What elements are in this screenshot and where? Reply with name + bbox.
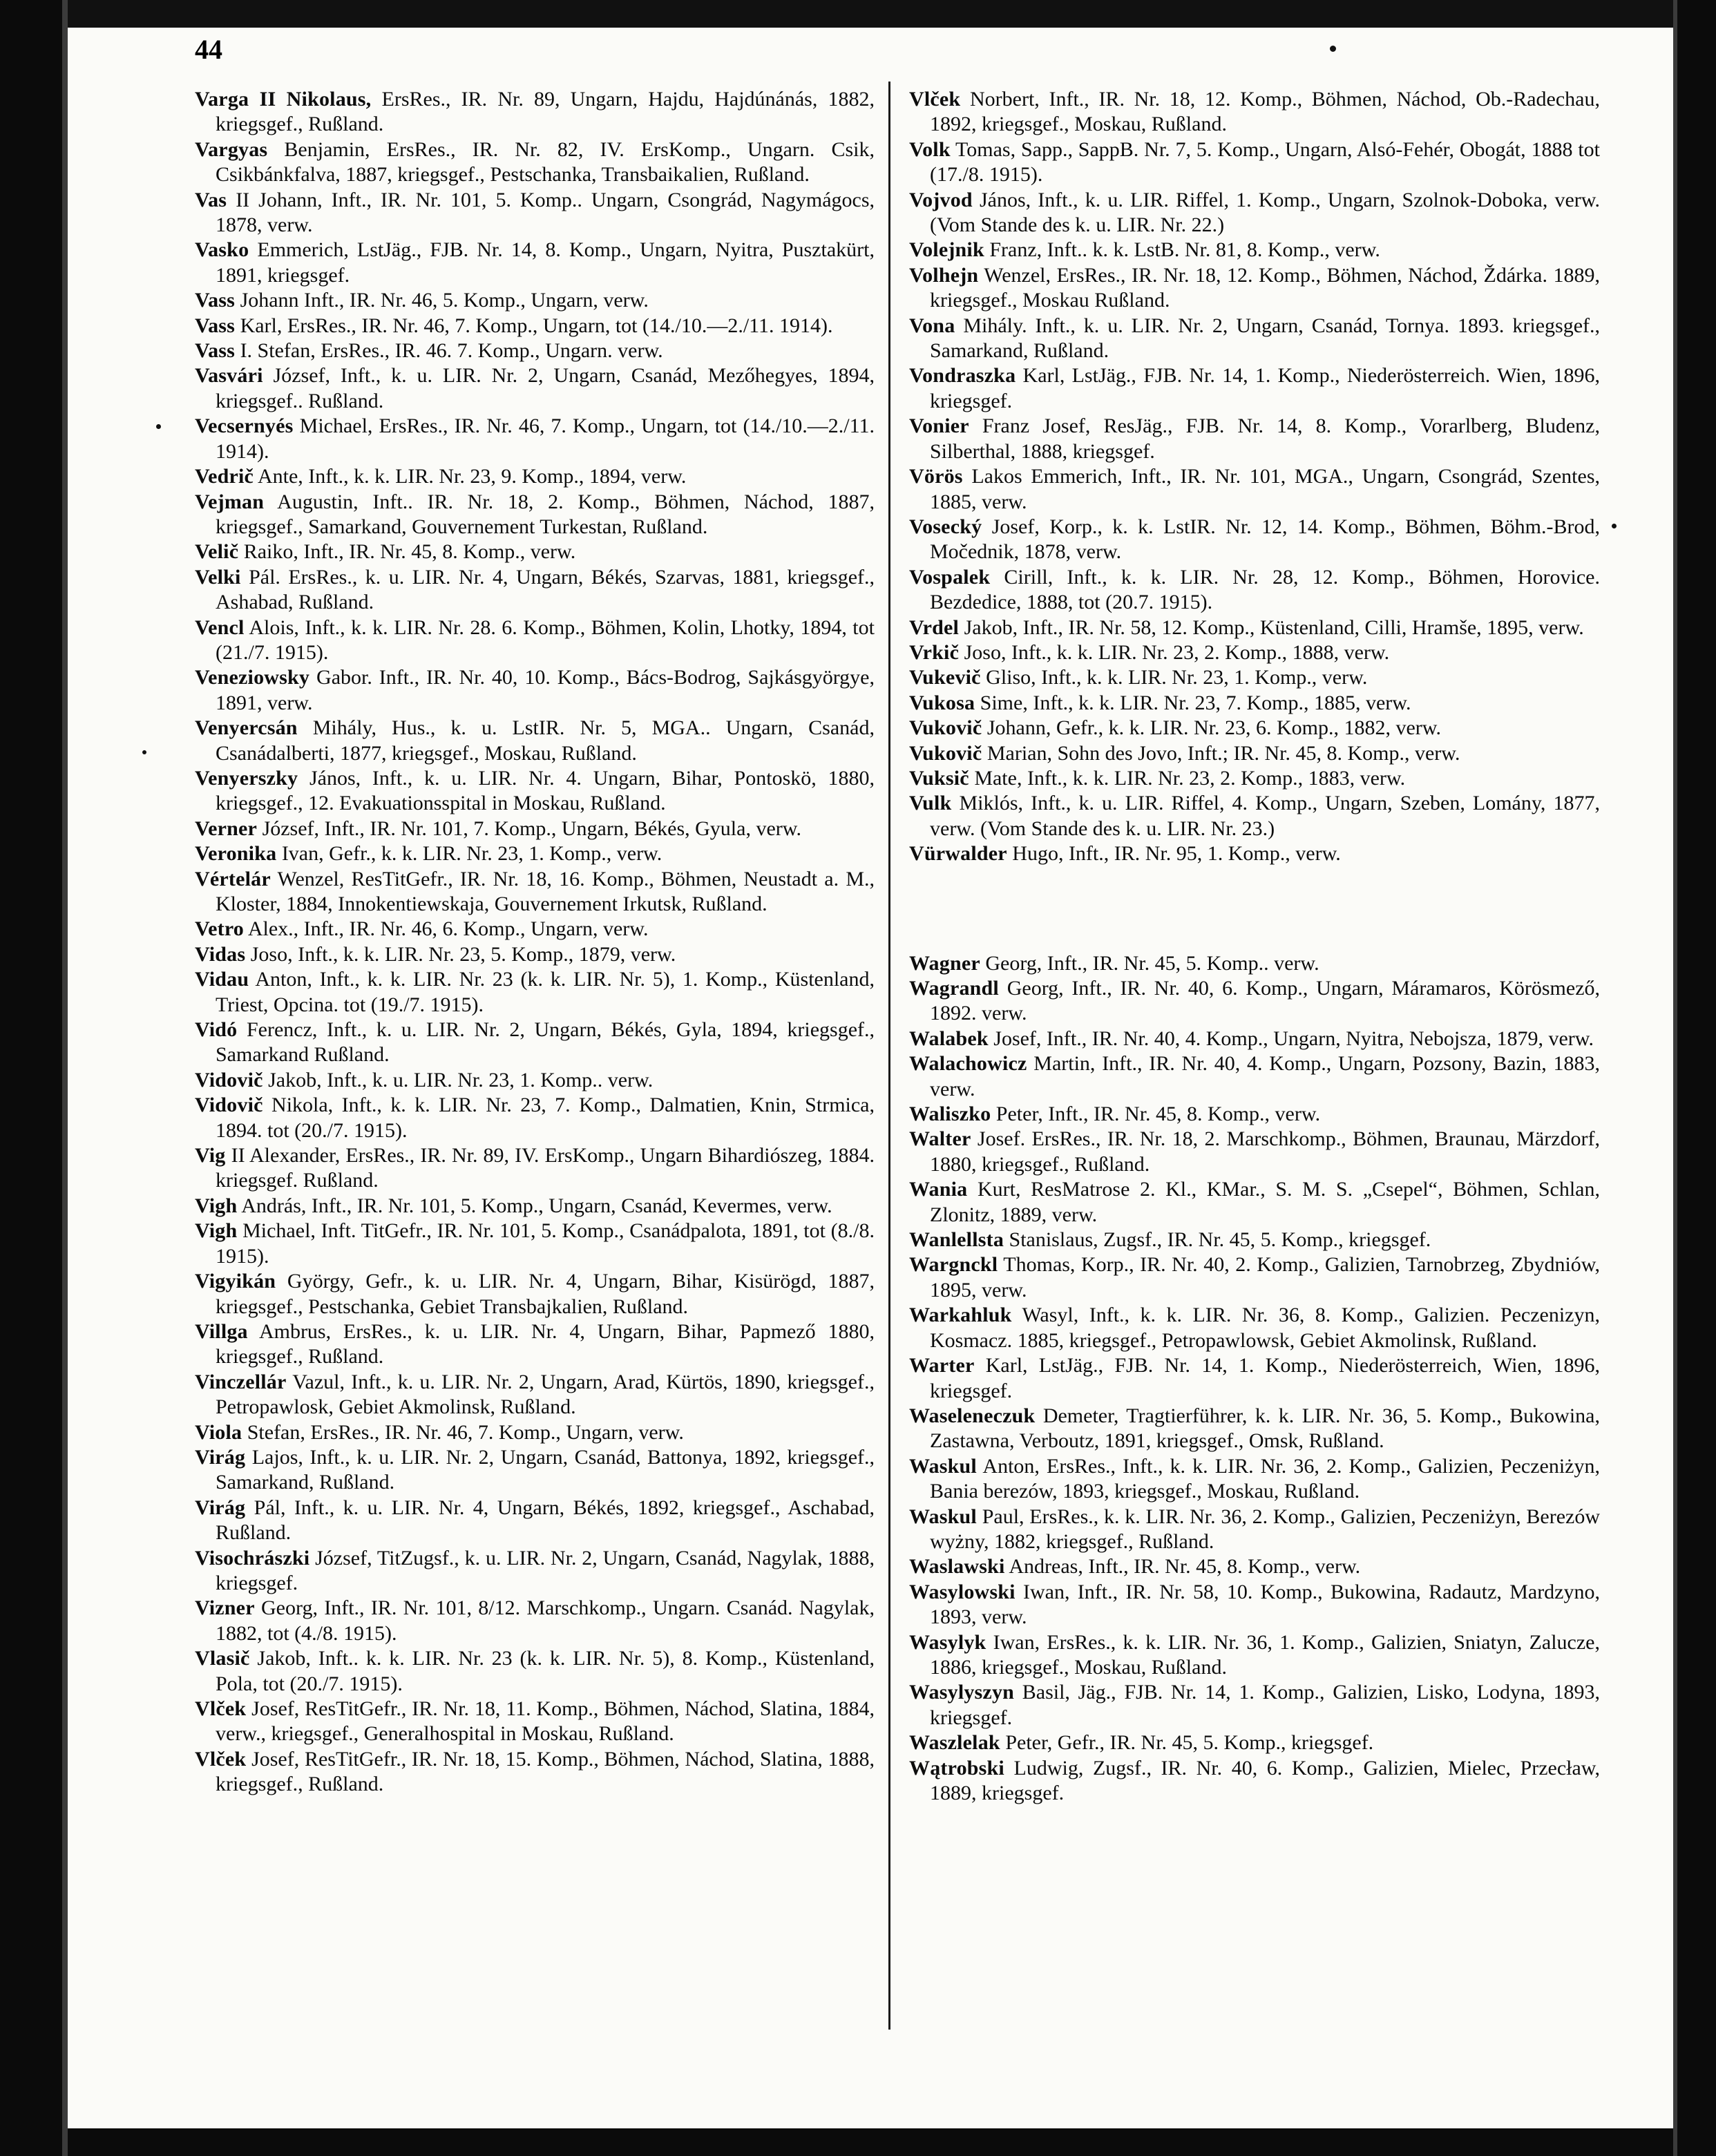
entry-surname: Vass	[195, 314, 236, 337]
list-entry	[909, 766, 1600, 791]
entry-details: Wenzel, ErsRes., IR. Nr. 18, 12. Komp., Böhmen, Náchod, Ždárka. 1889, kriegsgef., Moskau Rußland.	[930, 263, 1600, 312]
list-entry	[195, 314, 875, 338]
list-entry	[195, 1093, 875, 1143]
entry-surname: Vidovič	[195, 1094, 263, 1117]
entry-surname: Venyerszky	[195, 766, 298, 790]
list-entry	[909, 976, 1600, 1027]
entry-surname: Vedrič	[195, 465, 254, 488]
list-entry	[909, 1454, 1600, 1505]
column-divider	[888, 82, 890, 2030]
scan-border-bottom	[0, 2128, 1716, 2156]
entry-surname: Vukovič	[909, 716, 982, 740]
list-entry	[195, 1143, 875, 1194]
scan-border-right	[1677, 0, 1716, 2156]
entry-details: Wasyl, Inft., k. k. LIR. Nr. 36, 8. Komp., Galizien. Peczenizyn, Kosmacz. 1885, kriegsgef., Petropawlowsk, Gebiet Akmolinsk, Rußland.	[930, 1304, 1600, 1352]
list-entry	[195, 665, 875, 716]
list-entry	[909, 414, 1600, 464]
entry-surname: Vass	[195, 289, 236, 312]
entry-details: Demeter, Tragtierführer, k. k. LIR. Nr. 36, 5. Komp., Bukowina, Zastawna, Verboutz, 1891, kriegsgef., Omsk, Rußland.	[930, 1404, 1600, 1453]
entry-surname: Vasko	[195, 238, 249, 262]
entry-surname: Visochrászki	[195, 1546, 310, 1570]
entry-surname: Viola	[195, 1420, 242, 1444]
list-entry	[195, 1269, 875, 1319]
entry-details: II Johann, Inft., IR. Nr. 101, 5. Komp.. Ungarn, Csongrád, Nagymágocs, 1878, verw.	[216, 188, 875, 237]
print-speck	[156, 424, 161, 429]
entry-details: Stefan, ErsRes., IR. Nr. 46, 7. Komp., Ungarn, verw.	[247, 1420, 684, 1444]
list-entry	[909, 1730, 1600, 1755]
list-entry	[909, 314, 1600, 364]
list-entry	[195, 188, 875, 238]
entry-details: József, Inft., IR. Nr. 101, 7. Komp., Ungarn, Békés, Gyula, verw.	[262, 817, 801, 840]
entry-surname: Waseleneczuk	[909, 1404, 1036, 1427]
entry-surname: Verner	[195, 817, 258, 840]
entry-surname: Vejman	[195, 490, 265, 513]
entry-details: Nikola, Inft., k. k. LIR. Nr. 23, 7. Komp., Dalmatien, Knin, Strmica, 1894. tot (20./7. 1915).	[216, 1094, 875, 1142]
entry-surname: Vürwalder	[909, 842, 1007, 866]
list-entry	[909, 137, 1600, 188]
entry-surname: Vas	[195, 188, 227, 211]
entry-surname: Wargnckl	[909, 1253, 998, 1277]
entry-details: Joso, Inft., k. k. LIR. Nr. 23, 5. Komp., 1879, verw.	[250, 942, 676, 966]
list-entry	[195, 288, 875, 313]
scan-border-left	[0, 0, 62, 2156]
list-entry	[195, 1194, 875, 1219]
entry-details: Norbert, Inft., IR. Nr. 18, 12. Komp., Böhmen, Náchod, Ob.-Radechau, 1892, kriegsgef., Moskau, Rußland.	[930, 88, 1600, 136]
list-entry	[195, 1068, 875, 1093]
entry-surname: Vigh	[195, 1219, 238, 1243]
entry-details: Lajos, Inft., k. u. LIR. Nr. 2, Ungarn, Csanád, Battonya, 1892, kriegsgef., Samarkand, Rußland.	[216, 1445, 875, 1494]
entry-surname: Velki	[195, 565, 241, 589]
entry-details: Mate, Inft., k. k. LIR. Nr. 23, 2. Komp., 1883, verw.	[974, 766, 1406, 790]
list-entry	[909, 188, 1600, 238]
entry-details: Miklós, Inft., k. u. LIR. Riffel, 4. Komp., Ungarn, Szeben, Lomány, 1877, verw. (Vom Stande des k. u. LIR. Nr. 23.)	[930, 792, 1600, 840]
list-entry	[909, 464, 1600, 515]
entry-surname: Veneziowsky	[195, 666, 310, 689]
entry-details: Johann Inft., IR. Nr. 46, 5. Komp., Ungarn, verw.	[240, 289, 649, 312]
entry-details: Mihály. Inft., k. u. LIR. Nr. 2, Ungarn, Csanád, Tornya. 1893. kriegsgef., Samarkand, Rußland.	[930, 314, 1600, 363]
entry-details: Hugo, Inft., IR. Nr. 95, 1. Komp., verw.	[1012, 842, 1341, 866]
list-entry	[909, 1027, 1600, 1051]
list-entry	[909, 87, 1600, 137]
entry-details: Martin, Inft., IR. Nr. 40, 4. Komp., Ungarn, Pozsony, Bazin, 1883, verw.	[930, 1052, 1601, 1100]
print-speck	[142, 750, 146, 754]
list-entry	[195, 967, 875, 1018]
list-entry	[909, 1680, 1600, 1730]
entry-details: Georg, Inft., IR. Nr. 45, 5. Komp.. verw.	[985, 951, 1319, 975]
entry-details: Karl, LstJäg., FJB. Nr. 14, 1. Komp., Niederösterreich. Wien, 1896, kriegsgef.	[930, 364, 1600, 412]
entry-surname: Vondraszka	[909, 364, 1016, 388]
list-entry	[195, 867, 875, 917]
entry-surname: Vospalek	[909, 565, 991, 589]
entry-surname: Vecsernyés	[195, 414, 294, 438]
entry-details: Joso, Inft., k. k. LIR. Nr. 23, 2. Komp., 1888, verw.	[964, 640, 1390, 664]
list-entry	[195, 1596, 875, 1646]
entry-details: Gabor. Inft., IR. Nr. 40, 10. Komp., Bács-Bodrog, Sajkásgyörgye, 1891, verw.	[216, 666, 875, 714]
scan-border-top	[0, 0, 1716, 28]
list-entry	[195, 414, 875, 464]
list-entry	[195, 1496, 875, 1546]
entry-details: Vazul, Inft., k. u. LIR. Nr. 2, Ungarn, Arad, Kürtös, 1890, kriegsgef., Petropawlosk, Gebiet Akmolinsk, Rußland.	[216, 1370, 875, 1419]
right-column	[909, 87, 1600, 1806]
list-entry	[909, 238, 1600, 263]
list-entry	[909, 1630, 1600, 1681]
list-entry	[909, 1051, 1600, 1102]
list-entry	[909, 1554, 1600, 1579]
entry-details: Josef, Korp., k. k. LstIR. Nr. 12, 14. Komp., Böhmen, Böhm.-Brod, Močednik, 1878, verw.	[930, 515, 1601, 564]
entry-details: Basil, Jäg., FJB. Nr. 14, 1. Komp., Galizien, Lisko, Lodyna, 1893, kriegsgef.	[930, 1681, 1601, 1729]
entry-surname: Waskul	[909, 1454, 977, 1478]
list-entry	[195, 716, 875, 766]
entry-surname: Villga	[195, 1319, 248, 1343]
list-entry	[195, 841, 875, 866]
entry-surname: Vlasič	[195, 1647, 250, 1670]
entry-surname: Waskul	[909, 1505, 977, 1528]
list-entry	[909, 515, 1600, 565]
entry-surname: Vidas	[195, 942, 246, 966]
entry-surname: Volhejn	[909, 263, 979, 287]
list-entry	[909, 1353, 1600, 1404]
entry-details: Alois, Inft., k. k. LIR. Nr. 28. 6. Komp., Böhmen, Kolin, Lhotky, 1894, tot (21./7. 1915).	[216, 616, 875, 664]
list-entry	[909, 1102, 1600, 1127]
list-entry	[195, 1319, 875, 1370]
entry-details: András, Inft., IR. Nr. 101, 5. Komp., Ungarn, Csanád, Kevermes, verw.	[241, 1194, 832, 1217]
entry-surname: Wasylowski	[909, 1580, 1016, 1603]
print-speck	[1330, 46, 1336, 52]
entry-surname: Walabek	[909, 1027, 989, 1050]
entry-surname: Vidó	[195, 1018, 238, 1042]
entry-surname: Wagrandl	[909, 977, 999, 1000]
list-entry	[909, 363, 1600, 414]
list-entry	[909, 951, 1600, 976]
entry-details: Georg, Inft., IR. Nr. 40, 6. Komp., Ungarn, Máramaros, Körösmező, 1892. verw.	[930, 977, 1601, 1025]
entry-surname: Vulk	[909, 792, 952, 815]
list-entry	[909, 716, 1600, 741]
list-entry	[195, 817, 875, 841]
entry-surname: Vlček	[195, 1747, 247, 1771]
list-entry	[909, 1127, 1600, 1177]
entry-details: Emmerich, LstJäg., FJB. Nr. 14, 8. Komp., Ungarn, Nyitra, Pusztakürt, 1891, kriegsgef.	[216, 238, 875, 287]
entry-details: Augustin, Inft.. IR. Nr. 18, 2. Komp., Böhmen, Náchod, 1887, kriegsgef., Samarkand, Gouvernement Turkestan, Rußland.	[216, 490, 875, 538]
section-gap	[909, 867, 1600, 951]
entry-details: Lakos Emmerich, Inft., IR. Nr. 101, MGA., Ungarn, Csongrád, Szentes, 1885, verw.	[930, 465, 1600, 513]
entry-details: Thomas, Korp., IR. Nr. 40, 2. Komp., Galizien, Tarnobrzeg, Zbydniów, 1895, verw.	[930, 1253, 1600, 1301]
list-entry	[909, 1404, 1600, 1454]
entry-surname: Waszlelak	[909, 1731, 1000, 1755]
entry-surname: Vig	[195, 1144, 226, 1167]
entry-details: József, TitZugsf., k. u. LIR. Nr. 2, Ungarn, Csanád, Nagylak, 1888, kriegsgef.	[216, 1546, 875, 1594]
list-entry	[909, 565, 1600, 616]
entry-details: György, Gefr., k. u. LIR. Nr. 4, Ungarn, Bihar, Kisürögd, 1887, kriegsgef., Pestschanka, Gebiet Transbajkalien, Rußland.	[216, 1270, 875, 1318]
entry-surname: Vidau	[195, 968, 249, 991]
entry-surname: Vukevič	[909, 666, 981, 689]
entry-details: Pál, Inft., k. u. LIR. Nr. 4, Ungarn, Békés, 1892, kriegsgef., Aschabad, Rußland.	[216, 1496, 875, 1545]
entry-surname: Vinczellár	[195, 1370, 287, 1393]
list-entry	[909, 1303, 1600, 1353]
list-entry	[909, 1228, 1600, 1252]
list-entry	[195, 87, 875, 137]
entry-details: II Alexander, ErsRes., IR. Nr. 89, IV. ErsKomp., Ungarn Bihardiószeg, 1884. kriegsgef. Rußland.	[216, 1144, 875, 1192]
entry-details: Iwan, Inft., IR. Nr. 58, 10. Komp., Bukowina, Radautz, Mardzyno, 1893, verw.	[930, 1580, 1600, 1629]
list-entry	[195, 1697, 875, 1747]
list-entry	[195, 1219, 875, 1269]
list-entry	[909, 616, 1600, 640]
entry-surname: Warter	[909, 1354, 975, 1377]
entry-surname: Volejnik	[909, 238, 984, 262]
entry-surname: Vigh	[195, 1194, 238, 1217]
list-entry	[909, 841, 1600, 866]
entry-details: Ambrus, ErsRes., k. u. LIR. Nr. 4, Ungarn, Bihar, Papmező 1880, kriegsgef., Rußland.	[216, 1319, 875, 1368]
entry-surname: Wagner	[909, 951, 980, 975]
page-number: 44	[195, 34, 222, 65]
list-entry	[195, 766, 875, 817]
entry-surname: Virág	[195, 1496, 246, 1519]
entry-surname: Varga II Nikolaus,	[195, 88, 372, 111]
entry-surname: Waliszko	[909, 1103, 991, 1126]
list-entry	[195, 1546, 875, 1596]
entry-details: Karl, ErsRes., IR. Nr. 46, 7. Komp., Ungarn, tot (14./10.—2./11. 1914).	[240, 314, 833, 337]
list-entry	[195, 238, 875, 288]
entry-surname: Vass	[195, 339, 236, 363]
entry-surname: Vargyas	[195, 137, 268, 161]
list-entry	[195, 942, 875, 967]
entry-surname: Vukovič	[909, 741, 982, 765]
left-column	[195, 87, 875, 1797]
entry-details: Georg, Inft., IR. Nr. 101, 8/12. Marschkomp., Ungarn. Csanád. Nagylak, 1882, tot (4./8. 1915).	[216, 1596, 875, 1645]
entry-details: Gliso, Inft., k. k. LIR. Nr. 23, 1. Komp., verw.	[986, 666, 1368, 689]
list-entry	[195, 1420, 875, 1445]
list-entry	[195, 1018, 875, 1068]
entry-details: Jakob, Inft.. k. k. LIR. Nr. 23 (k. k. LIR. Nr. 5), 8. Komp., Küstenland, Pola, tot (20./7. 1915).	[216, 1647, 875, 1695]
entry-details: Peter, Gefr., IR. Nr. 45, 5. Komp., kriegsgef.	[1005, 1731, 1374, 1755]
entry-details: Anton, Inft., k. k. LIR. Nr. 23 (k. k. LIR. Nr. 5), 1. Komp., Küstenland, Triest, Opcina. tot (19./7. 1915).	[216, 968, 875, 1016]
entry-details: Jakob, Inft., IR. Nr. 58, 12. Komp., Küstenland, Cilli, Hramše, 1895, verw.	[964, 616, 1584, 639]
entry-details: Josef, ResTitGefr., IR. Nr. 18, 15. Komp., Böhmen, Náchod, Slatina, 1888, kriegsgef., Rußland.	[216, 1747, 875, 1796]
list-entry	[909, 691, 1600, 716]
list-entry	[195, 1445, 875, 1496]
entry-surname: Vigyikán	[195, 1270, 276, 1293]
entry-details: Raiko, Inft., IR. Nr. 45, 8. Komp., verw.	[243, 540, 576, 564]
entry-surname: Warkahluk	[909, 1304, 1012, 1327]
entry-surname: Wasylyszyn	[909, 1681, 1015, 1704]
entry-surname: Wanlellsta	[909, 1228, 1004, 1252]
entry-surname: Venyercsán	[195, 716, 298, 740]
list-entry	[195, 1646, 875, 1697]
entry-details: Ferencz, Inft., k. u. LIR. Nr. 2, Ungarn, Békés, Gyla, 1894, kriegsgef., Samarkand Rußland.	[216, 1018, 875, 1067]
entry-surname: Vértelár	[195, 867, 271, 890]
list-entry	[195, 464, 875, 489]
entry-surname: Velič	[195, 540, 239, 564]
entry-details: Michael, ErsRes., IR. Nr. 46, 7. Komp., Ungarn, tot (14./10.—2./11. 1914).	[216, 414, 875, 463]
list-entry	[195, 490, 875, 540]
list-entry	[195, 137, 875, 188]
entry-details: Kurt, ResMatrose 2. Kl., KMar., S. M. S. „Csepel“, Böhmen, Schlan, Zlonitz, 1889, verw.	[930, 1178, 1600, 1226]
entry-details: Cirill, Inft., k. k. LIR. Nr. 28, 12. Komp., Böhmen, Horovice. Bezdedice, 1888, tot (20.7. 1915).	[930, 565, 1601, 614]
entry-surname: Vetro	[195, 917, 244, 941]
entry-details: János, Inft., k. u. LIR. Riffel, 1. Komp., Ungarn, Szolnok-Doboka, verw. (Vom Stande des k. u. LIR. Nr. 22.)	[930, 188, 1600, 237]
entry-surname: Vizner	[195, 1596, 255, 1620]
list-entry	[909, 1177, 1600, 1228]
entry-details: Jakob, Inft., k. u. LIR. Nr. 23, 1. Komp.. verw.	[268, 1068, 654, 1091]
entry-details: Johann, Gefr., k. k. LIR. Nr. 23, 6. Komp., 1882, verw.	[986, 716, 1441, 740]
entry-surname: Waslawski	[909, 1555, 1005, 1578]
page-edge-shadow-left	[62, 0, 68, 2156]
entry-surname: Vona	[909, 314, 955, 337]
entry-details: József, Inft., k. u. LIR. Nr. 2, Ungarn, Csanád, Mezőhegyes, 1894, kriegsgef.. Rußland.	[216, 364, 875, 412]
entry-surname: Vrdel	[909, 616, 960, 639]
entry-surname: Vidovič	[195, 1068, 263, 1091]
list-entry	[909, 741, 1600, 766]
list-entry	[909, 1252, 1600, 1303]
list-entry	[195, 540, 875, 564]
page-edge-shadow-right	[1673, 0, 1677, 2156]
entry-surname: Vosecký	[909, 515, 982, 538]
entry-surname: Vlček	[909, 88, 961, 111]
entry-details: Andreas, Inft., IR. Nr. 45, 8. Komp., verw.	[1009, 1555, 1361, 1578]
entry-details: Ludwig, Zugsf., IR. Nr. 40, 6. Komp., Galizien, Mielec, Przecław, 1889, kriegsgef.	[930, 1756, 1601, 1804]
entry-surname: Vörös	[909, 465, 963, 488]
entry-surname: Vencl	[195, 616, 245, 639]
entry-details: Benjamin, ErsRes., IR. Nr. 82, IV. ErsKomp., Ungarn. Csik, Csikbánkfalva, 1887, kriegsgef., Pestschanka, Transbaikalien, Rußland.	[216, 137, 875, 187]
list-entry	[195, 1370, 875, 1420]
list-entry	[909, 1580, 1600, 1630]
entry-surname: Virág	[195, 1445, 246, 1469]
entry-details: ErsRes., IR. Nr. 89, Ungarn, Hajdu, Hajdúnánás, 1882, kriegsgef., Rußland.	[216, 88, 875, 136]
entry-surname: Wania	[909, 1178, 968, 1201]
entry-details: Marian, Sohn des Jovo, Inft.; IR. Nr. 45, 8. Komp., verw.	[986, 741, 1460, 765]
entry-details: Iwan, ErsRes., k. k. LIR. Nr. 36, 1. Komp., Galizien, Sniatyn, Zalucze, 1886, kriegsgef., Moskau, Rußland.	[930, 1630, 1600, 1679]
list-entry	[909, 263, 1600, 314]
entry-details: Josef. ErsRes., IR. Nr. 18, 2. Marschkomp., Böhmen, Braunau, Märzdorf, 1880, kriegsgef., Rußland.	[930, 1127, 1600, 1176]
entry-details: János, Inft., k. u. LIR. Nr. 4. Ungarn, Bihar, Pontoskö, 1880, kriegsgef., 12. Evakuationsspital in Moskau, Rußland.	[216, 766, 875, 815]
entry-details: Ante, Inft., k. k. LIR. Nr. 23, 9. Komp., 1894, verw.	[257, 465, 687, 488]
entry-details: Wenzel, ResTitGefr., IR. Nr. 18, 16. Komp., Böhmen, Neustadt a. M., Kloster, 1884, Innokentiewskaja, Gouvernement Irkutsk, Rußland.	[216, 867, 875, 915]
entry-details: Mihály, Hus., k. u. LstIR. Nr. 5, MGA.. Ungarn, Csanád, Csanádalberti, 1877, kriegsgef., Moskau, Rußland.	[216, 716, 875, 765]
list-entry	[195, 363, 875, 414]
entry-details: I. Stefan, ErsRes., IR. 46. 7. Komp., Ungarn. verw.	[240, 339, 663, 363]
entry-surname: Vonier	[909, 414, 969, 438]
entry-details: Sime, Inft., k. k. LIR. Nr. 23, 7. Komp., 1885, verw.	[980, 691, 1411, 714]
list-entry	[195, 338, 875, 363]
list-entry	[195, 616, 875, 666]
entry-surname: Walter	[909, 1127, 971, 1151]
entry-details: Tomas, Sapp., SappB. Nr. 7, 5. Komp., Ungarn, Alsó-Fehér, Obogát, 1888 tot (17./8. 1915).	[930, 137, 1600, 187]
entry-details: Franz Josef, ResJäg., FJB. Nr. 14, 8. Komp., Vorarlberg, Bludenz, Silberthal, 1888, kriegsgef.	[930, 414, 1600, 463]
entry-details: Franz, Inft.. k. k. LstB. Nr. 81, 8. Komp., verw.	[989, 238, 1380, 262]
list-entry	[195, 1747, 875, 1797]
entry-details: Peter, Inft., IR. Nr. 45, 8. Komp., verw.	[995, 1103, 1321, 1126]
entry-details: Anton, ErsRes., Inft., k. k. LIR. Nr. 36, 2. Komp., Galizien, Peczeniżyn, Bania berezów, 1893, kriegsgef., Moskau, Rußland.	[930, 1454, 1600, 1503]
entry-surname: Wątrobski	[909, 1756, 1004, 1780]
entry-surname: Volk	[909, 137, 951, 161]
entry-surname: Vasvári	[195, 364, 263, 388]
entry-surname: Vojvod	[909, 188, 973, 211]
entry-surname: Vlček	[195, 1697, 247, 1720]
list-entry	[909, 665, 1600, 690]
entry-surname: Wasylyk	[909, 1630, 986, 1654]
entry-details: Paul, ErsRes., k. k. LIR. Nr. 36, 2. Komp., Galizien, Peczeniżyn, Berezów wyżny, 1882, kriegsgef., Rußland.	[930, 1505, 1600, 1553]
entry-surname: Vuksič	[909, 766, 969, 790]
entry-details: Alex., Inft., IR. Nr. 46, 6. Komp., Ungarn, verw.	[247, 917, 649, 941]
entry-details: Karl, LstJäg., FJB. Nr. 14, 1. Komp., Niederösterreich, Wien, 1896, kriegsgef.	[930, 1354, 1601, 1402]
print-speck	[1612, 524, 1617, 528]
entry-surname: Vrkič	[909, 640, 960, 664]
entry-details: Ivan, Gefr., k. k. LIR. Nr. 23, 1. Komp., verw.	[281, 842, 662, 866]
list-entry	[909, 640, 1600, 665]
list-entry	[195, 917, 875, 942]
list-entry	[909, 1756, 1600, 1806]
entry-surname: Walachowicz	[909, 1052, 1027, 1076]
entry-details: Josef, ResTitGefr., IR. Nr. 18, 11. Komp., Böhmen, Náchod, Slatina, 1884, verw., kriegsgef., Generalhospital in Moskau, Rußland.	[216, 1697, 875, 1746]
entry-surname: Vukosa	[909, 691, 975, 714]
entry-surname: Veronika	[195, 842, 277, 866]
entry-details: Josef, Inft., IR. Nr. 40, 4. Komp., Ungarn, Nyitra, Nebojsza, 1879, verw.	[993, 1027, 1594, 1050]
list-entry	[909, 1505, 1600, 1555]
entry-details: Michael, Inft. TitGefr., IR. Nr. 101, 5. Komp., Csanádpalota, 1891, tot (8./8. 1915).	[216, 1219, 875, 1268]
entry-details: Stanislaus, Zugsf., IR. Nr. 45, 5. Komp., kriegsgef.	[1009, 1228, 1431, 1252]
list-entry	[195, 565, 875, 616]
list-entry	[909, 791, 1600, 841]
entry-details: Pál. ErsRes., k. u. LIR. Nr. 4, Ungarn, Békés, Szarvas, 1881, kriegsgef., Ashabad, Rußland.	[216, 565, 875, 614]
